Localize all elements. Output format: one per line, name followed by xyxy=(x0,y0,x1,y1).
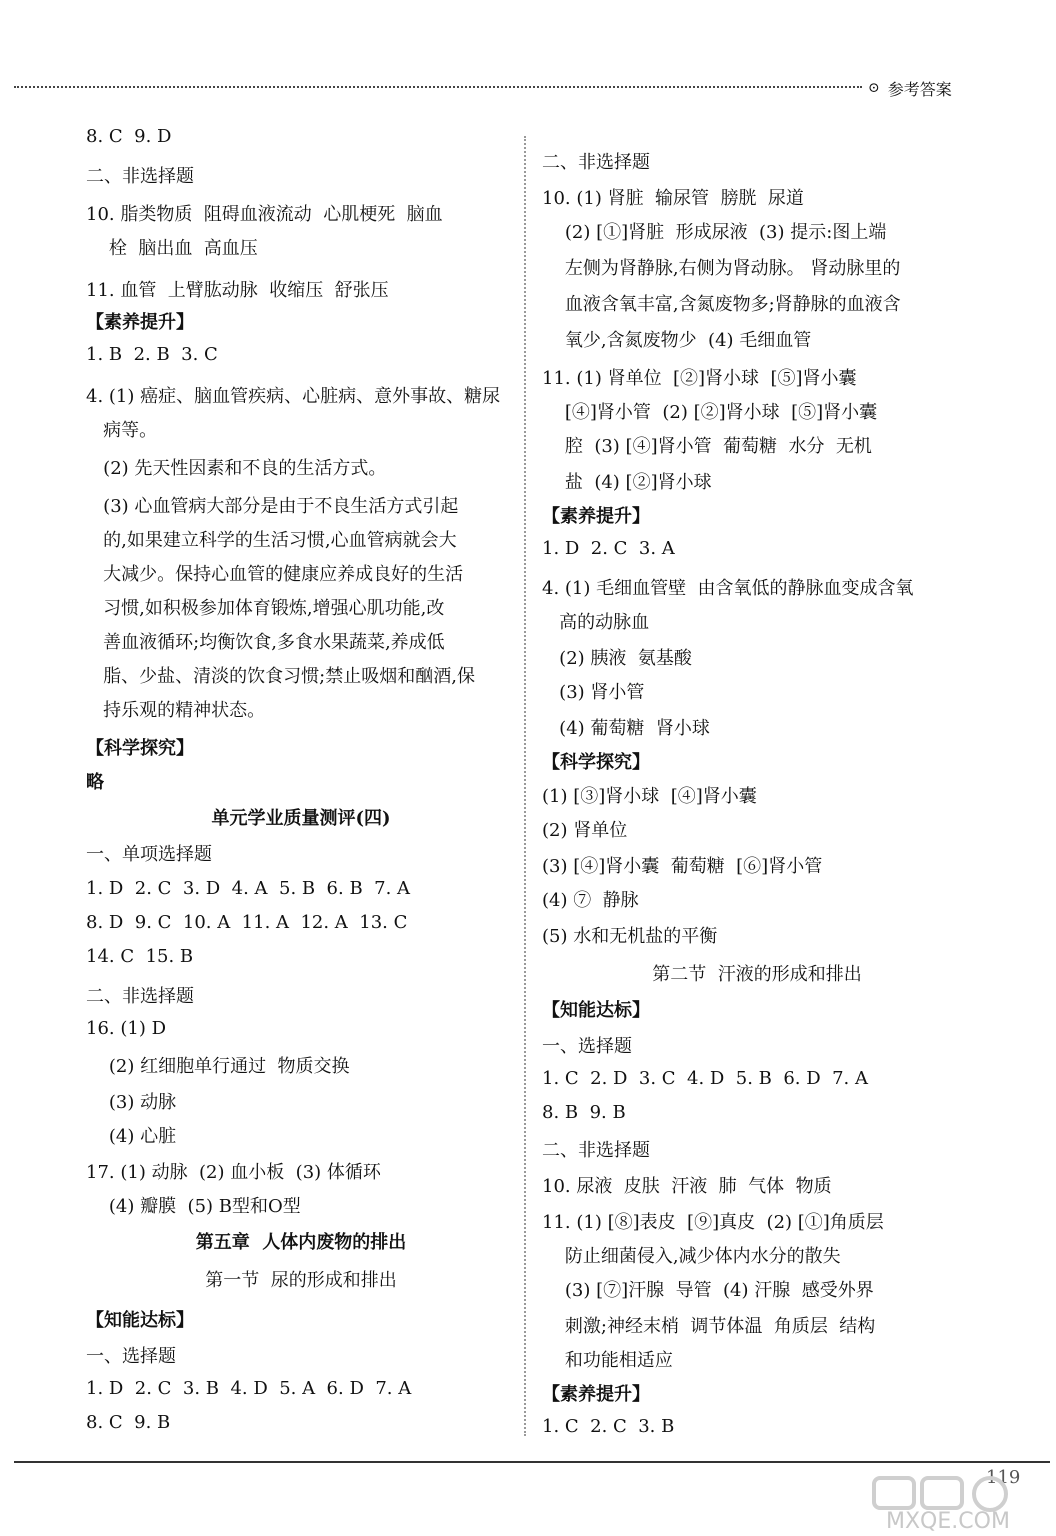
right-line: 1. D 2. C 3. A xyxy=(542,538,675,559)
right-line: (2) [①]肾脏 形成尿液 (3) 提示:图上端 xyxy=(542,222,887,243)
left-line: 4. (1) 癌症、脑血管疾病、心脏病、意外事故、糖尿 xyxy=(86,386,501,407)
left-line: 【素养提升】 xyxy=(86,312,194,333)
right-line: 【知能达标】 xyxy=(542,1000,650,1021)
left-line: 16. (1) D xyxy=(86,1018,166,1039)
right-line: 4. (1) 毛细血管壁 由含氧低的静脉血变成含氧 xyxy=(542,578,914,599)
right-line: 第二节 汗液的形成和排出 xyxy=(652,964,862,985)
right-line: 11. (1) 肾单位 [②]肾小球 [⑤]肾小囊 xyxy=(542,368,857,389)
right-line: 左侧为肾静脉,右侧为肾动脉。 肾动脉里的 xyxy=(542,258,901,279)
right-line: 腔 (3) [④]肾小管 葡萄糖 水分 无机 xyxy=(542,436,872,457)
right-line: 【素养提升】 xyxy=(542,506,650,527)
svg-text:MXQE.COM: MXQE.COM xyxy=(886,1509,1010,1532)
left-line: 的,如果建立科学的生活习惯,心血管病就会大 xyxy=(86,530,457,551)
left-line: 略 xyxy=(86,772,104,793)
top-dotted-rule xyxy=(14,86,862,88)
left-line: 1. D 2. C 3. B 4. D 5. A 6. D 7. A xyxy=(86,1378,412,1399)
left-line: 11. 血管 上臂肱动脉 收缩压 舒张压 xyxy=(86,280,389,301)
left-line: 17. (1) 动脉 (2) 血小板 (3) 体循环 xyxy=(86,1162,381,1183)
left-line: (3) 动脉 xyxy=(86,1092,177,1113)
left-line: (4) 心脏 xyxy=(86,1126,177,1147)
page-number: 119 xyxy=(986,1467,1021,1488)
left-line: (2) 红细胞单行通过 物质交换 xyxy=(86,1056,350,1077)
left-line: 第五章 人体内废物的排出 xyxy=(195,1232,407,1253)
right-line: (3) [⑦]汗腺 导管 (4) 汗腺 感受外界 xyxy=(542,1280,874,1301)
left-line: 一、单项选择题 xyxy=(86,844,212,865)
left-line: 善血液循环;均衡饮食,多食水果蔬菜,养成低 xyxy=(86,632,445,653)
left-line: 8. C 9. B xyxy=(86,1412,171,1433)
target-bullet-icon: ⊙ xyxy=(868,80,880,96)
watermark-logo xyxy=(866,1472,1046,1532)
right-line: 1. C 2. D 3. C 4. D 5. B 6. D 7. A xyxy=(542,1068,868,1089)
right-line: (3) [④]肾小囊 葡萄糖 [⑥]肾小管 xyxy=(542,856,823,877)
right-line: 刺激;神经末梢 调节体温 角质层 结构 xyxy=(542,1316,876,1337)
left-line: 【科学探究】 xyxy=(86,738,194,759)
right-line: 11. (1) [⑧]表皮 [⑨]真皮 (2) [①]角质层 xyxy=(542,1212,884,1233)
left-line: 10. 脂类物质 阻碍血液流动 心肌梗死 脑血 xyxy=(86,204,443,225)
right-line: 【素养提升】 xyxy=(542,1384,650,1405)
right-line: (2) 胰液 氨基酸 xyxy=(542,648,692,669)
left-line: 大减少。保持心血管的健康应养成良好的生活 xyxy=(86,564,464,585)
right-line: (2) 肾单位 xyxy=(542,820,628,841)
left-line: (2) 先天性因素和不良的生活方式。 xyxy=(86,458,387,479)
left-line: 【知能达标】 xyxy=(86,1310,194,1331)
left-line: 8. C 9. D xyxy=(86,126,172,147)
left-line: 8. D 9. C 10. A 11. A 12. A 13. C xyxy=(86,912,408,933)
left-line: 脂、少盐、清淡的饮食习惯;禁止吸烟和酗酒,保 xyxy=(86,666,475,687)
left-line: 1. D 2. C 3. D 4. A 5. B 6. B 7. A xyxy=(86,878,411,899)
right-line: 1. C 2. C 3. B xyxy=(542,1416,675,1437)
right-line: 8. B 9. B xyxy=(542,1102,626,1123)
left-line: (3) 心血管病大部分是由于不良生活方式引起 xyxy=(86,496,459,517)
left-line: 1. B 2. B 3. C xyxy=(86,344,218,365)
column-divider xyxy=(524,136,526,1436)
right-line: [④]肾小管 (2) [②]肾小球 [⑤]肾小囊 xyxy=(542,402,878,423)
right-line: (4) 葡萄糖 肾小球 xyxy=(542,718,710,739)
left-line: 病等。 xyxy=(86,420,158,441)
right-line: 盐 (4) [②]肾小球 xyxy=(542,472,712,493)
right-line: (5) 水和无机盐的平衡 xyxy=(542,926,718,947)
left-line: 14. C 15. B xyxy=(86,946,194,967)
right-line: 二、非选择题 xyxy=(542,1140,650,1161)
running-header xyxy=(868,76,1056,100)
right-line: 10. (1) 肾脏 输尿管 膀胱 尿道 xyxy=(542,188,804,209)
bottom-rule xyxy=(14,1461,1050,1463)
left-line: 一、选择题 xyxy=(86,1346,176,1367)
right-line: 防止细菌侵入,减少体内水分的散失 xyxy=(542,1246,841,1267)
left-line: 二、非选择题 xyxy=(86,166,194,187)
right-line: (1) [③]肾小球 [④]肾小囊 xyxy=(542,786,757,807)
right-line: 血液含氧丰富,含氮废物多;肾静脉的血液含 xyxy=(542,294,901,315)
left-line: 第一节 尿的形成和排出 xyxy=(205,1270,397,1291)
right-line: 高的动脉血 xyxy=(542,612,650,633)
right-line: 一、选择题 xyxy=(542,1036,632,1057)
left-line: 二、非选择题 xyxy=(86,986,194,1007)
right-line: 氧少,含氮废物少 (4) 毛细血管 xyxy=(542,330,812,351)
right-line: 【科学探究】 xyxy=(542,752,650,773)
right-line: (4) ⑦ 静脉 xyxy=(542,890,639,911)
right-line: 二、非选择题 xyxy=(542,152,650,173)
left-line: 单元学业质量测评(四) xyxy=(211,808,391,829)
left-line: 习惯,如积极参加体育锻炼,增强心肌功能,改 xyxy=(86,598,445,619)
right-line: 10. 尿液 皮肤 汗液 肺 气体 物质 xyxy=(542,1176,832,1197)
right-line: 和功能相适应 xyxy=(542,1350,673,1371)
left-line: (4) 瓣膜 (5) B型和O型 xyxy=(86,1196,301,1217)
left-line: 持乐观的精神状态。 xyxy=(86,700,266,721)
running-header-label: 参考答案 xyxy=(887,79,952,99)
left-line: 栓 脑出血 高血压 xyxy=(86,238,258,259)
right-line: (3) 肾小管 xyxy=(542,682,645,703)
